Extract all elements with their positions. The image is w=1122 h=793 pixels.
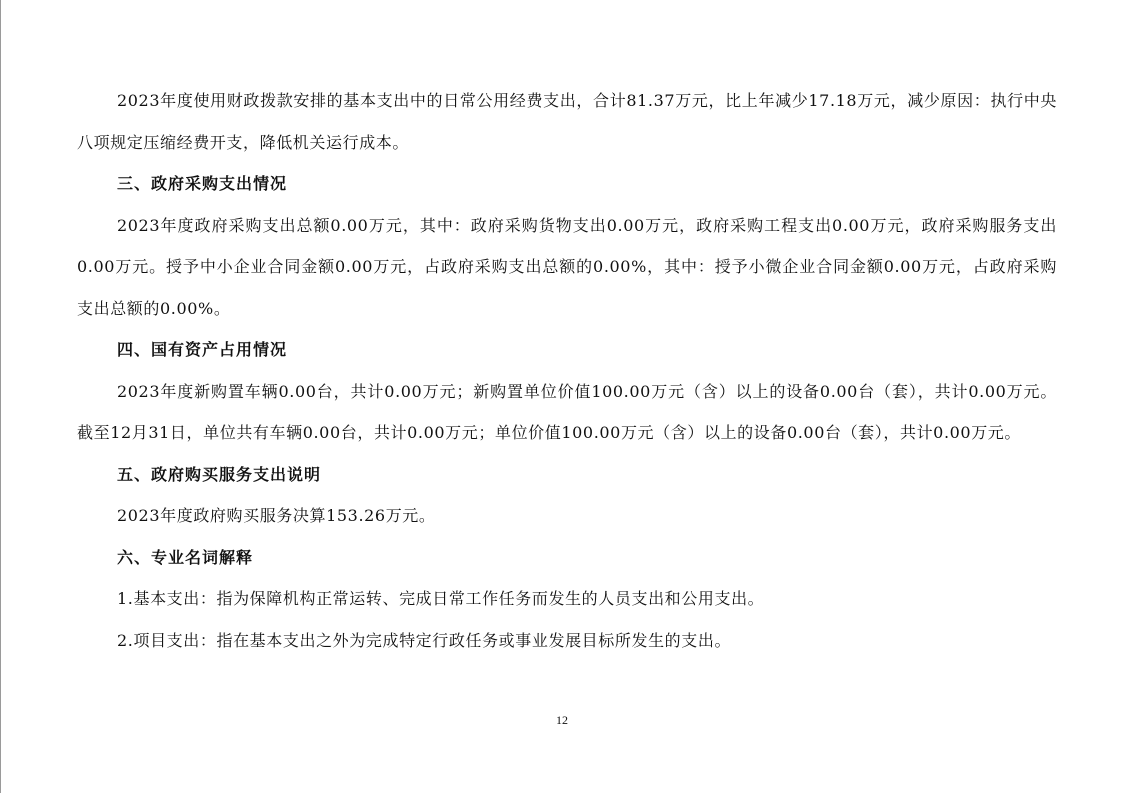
paragraph-public-expenses: 2023年度使用财政拨款安排的基本支出中的日常公用经费支出，合计81.37万元，比上年减少17.18万元，减少原因：执行中央八项规定压缩经费开支，降低机关运行成本。 bbox=[77, 91, 1057, 152]
heading-state-assets: 四、国有资产占用情况 bbox=[117, 340, 288, 359]
heading-purchased-services: 五、政府购买服务支出说明 bbox=[117, 464, 322, 484]
paragraph-government-procurement: 2023年度政府采购支出总额0.00万元，其中：政府采购货物支出0.00万元，政府采购工程支出0.00万元，政府采购服务支出0.00万元。授予中小企业合同金额0.00万元，占政府采购支出总额的0.00%，其中：授予小微企业合同金额0.00万元，占政府采购支出总额的0.00%。 bbox=[77, 215, 1057, 318]
paragraph-purchased-services: 2023年度政府购买服务决算153.26万元。 bbox=[117, 506, 436, 525]
heading-government-procurement: 三、政府采购支出情况 bbox=[117, 174, 288, 193]
page-content bbox=[77, 80, 1057, 661]
paragraph-state-assets: 2023年度新购置车辆0.00台，共计0.00万元；新购置单位价值100.00万元（含）以上的设备0.00台（套），共计0.00万元。截至12月31日，单位共有车辆0.00台，共计0.00万元；单位价值100.00万元（含）以上的设备0.00台（套），共计0.00万元。 bbox=[77, 381, 1057, 442]
page-number: 12 bbox=[556, 713, 568, 727]
term-project-expenditure: 2.项目支出：指在基本支出之外为完成特定行政任务或事业发展目标所发生的支出。 bbox=[117, 630, 732, 650]
term-basic-expenditure: 1.基本支出：指为保障机构正常运转、完成日常工作任务而发生的人员支出和公用支出。 bbox=[117, 589, 765, 608]
heading-terminology: 六、专业名词解释 bbox=[117, 547, 254, 567]
